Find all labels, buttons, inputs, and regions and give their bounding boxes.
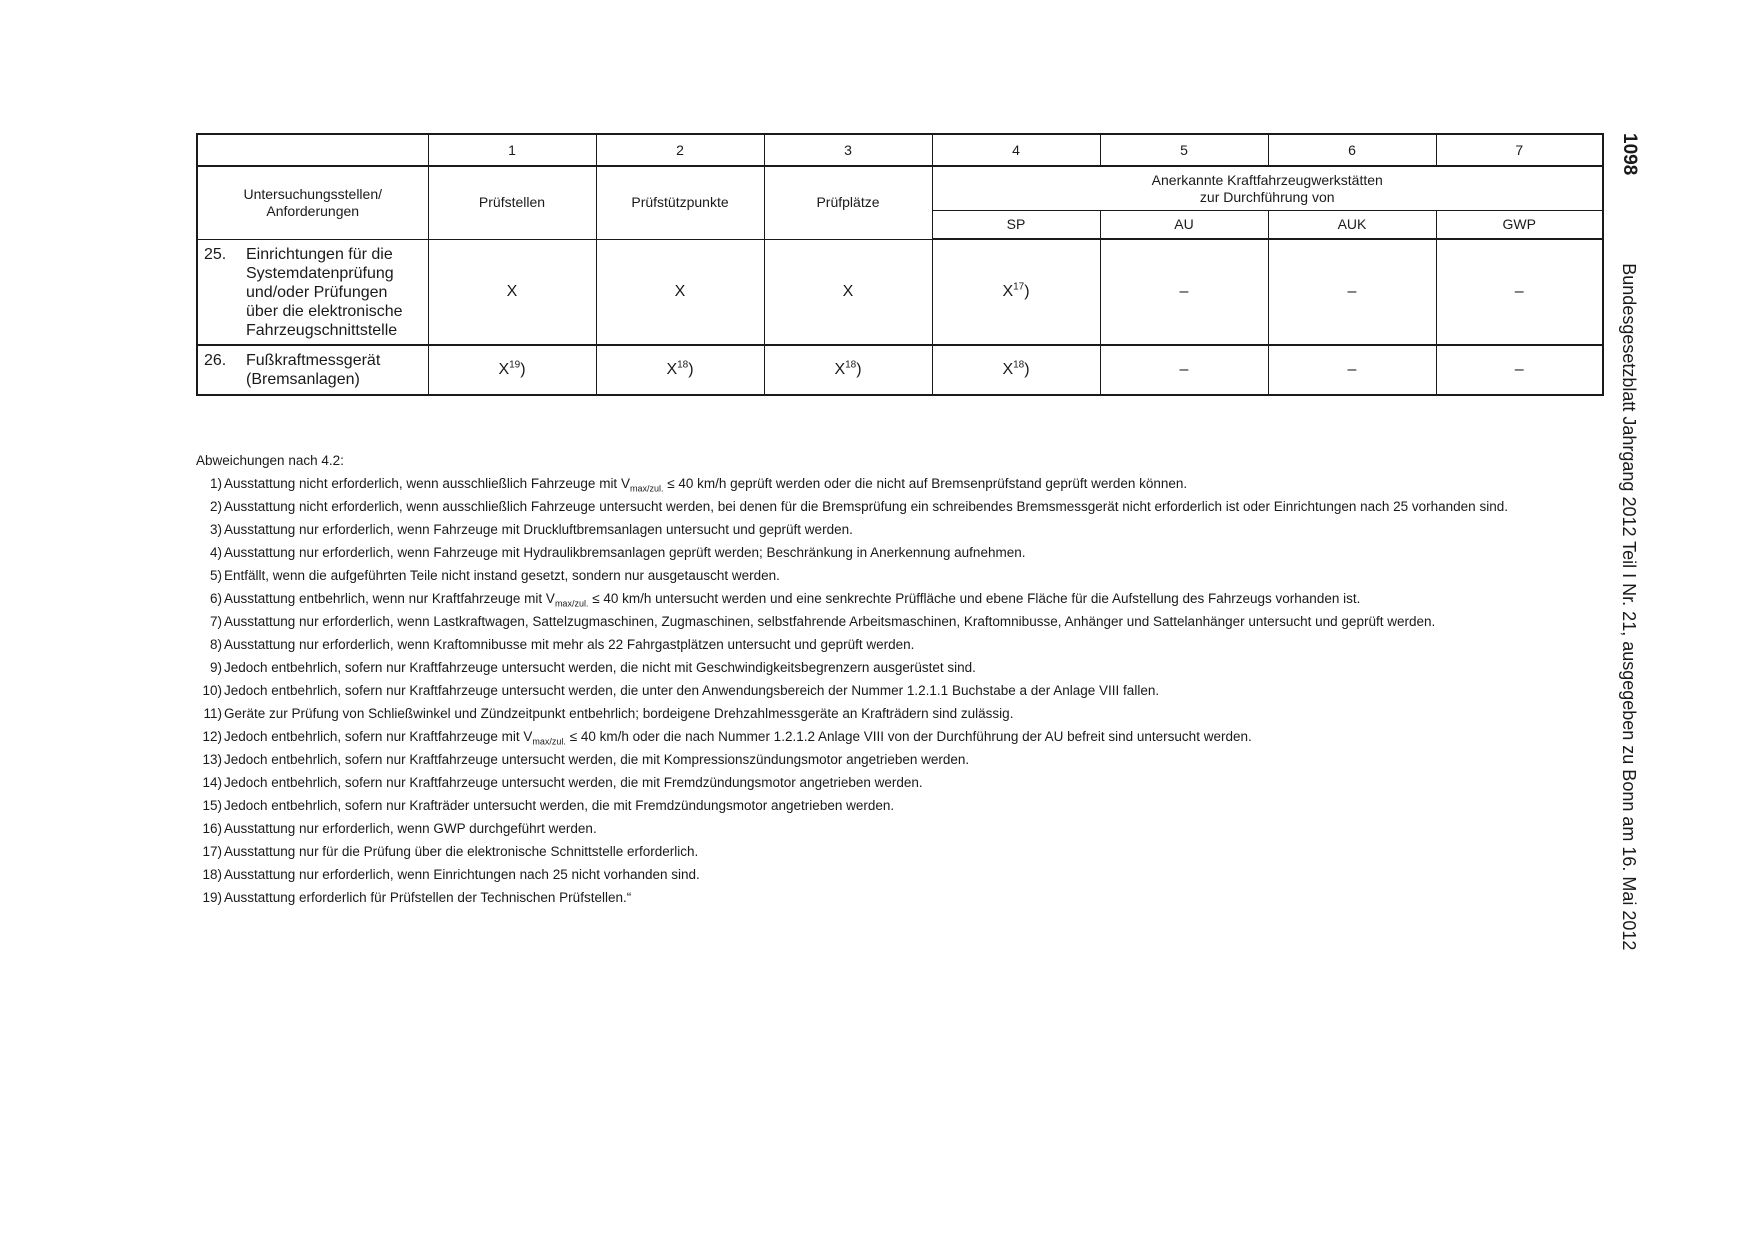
footnote-number: 10): [202, 683, 222, 698]
footnote-number: 12): [202, 729, 222, 744]
mark: X: [1002, 361, 1014, 378]
footnote-list: [196, 472, 1602, 909]
footnote-item: [196, 794, 1602, 817]
footnote-item: [196, 702, 1602, 725]
table-row: [197, 239, 1603, 345]
footnote-item: [196, 725, 1602, 748]
mark-cell: [1268, 239, 1436, 345]
footnote-number: 9): [209, 660, 222, 675]
footnote-text-part: Ausstattung nur erforderlich, wenn Einrichtungen nach 25 nicht vorhanden sind.: [224, 867, 700, 882]
footnote-subscript: max/zul.: [629, 483, 664, 494]
mark: X: [506, 282, 518, 300]
requirement-number: 26.: [204, 352, 227, 369]
footnote-item: [196, 886, 1602, 909]
footnote-text-part: Jedoch entbehrlich, sofern nur Kraftfahrzeuge untersucht werden, die nicht mit Geschwindigkeitsbegrenzern ausgerüstet sind.: [224, 660, 976, 675]
mark-cell: [1436, 239, 1603, 345]
footnote-text: [222, 564, 1602, 587]
footnote-text-part: Ausstattung nur erforderlich, wenn Lastkraftwagen, Sattelzugmaschinen, Zugmaschinen, selbstfahrende Arbeitsmaschinen, Kraftomnibusse, Anhänger und Sattelanhänger untersucht und geprüft werden.: [224, 614, 1436, 629]
workshops-header-line: Anerkannte Kraftfahrzeugwerkstätten: [1151, 171, 1383, 188]
footnote-item: [196, 610, 1602, 633]
footnote-item: [196, 817, 1602, 840]
footnote-number: 17): [202, 844, 222, 859]
subheader-au: AU: [1100, 211, 1268, 240]
footnote-text: [222, 771, 1602, 794]
footnote-text-part: Ausstattung erforderlich für Prüfstellen der Technischen Prüfstellen.“: [224, 890, 632, 905]
footnote-text: [222, 495, 1602, 518]
footnote-text: [222, 518, 1602, 541]
footnote-number: 6): [209, 591, 222, 606]
mark-cell: [1436, 345, 1603, 395]
requirement-text-line: Einrichtungen für die: [246, 245, 393, 263]
footnotes-heading: Abweichungen nach 4.2:: [196, 453, 344, 468]
footnote-text-part: Geräte zur Prüfung von Schließwinkel und Zündzeitpunkt entbehrlich; bordeigene Drehzahlmessgeräte an Krafträdern sind zulässig.: [224, 706, 1014, 721]
column-number: 2: [596, 134, 764, 166]
mark: X: [834, 361, 846, 378]
column-number: 1: [428, 134, 596, 166]
header-row: [197, 166, 1603, 211]
requirement-text-line: Fußkraftmessgerät: [246, 352, 381, 369]
corner-cell: [197, 134, 428, 166]
equipment-requirements-table: [196, 133, 1604, 396]
footnote-text-part: Ausstattung nicht erforderlich, wenn ausschließlich Fahrzeuge mit V: [224, 476, 630, 491]
mark-cell: [764, 345, 932, 395]
requirement-text-line: und/oder Prüfungen: [246, 283, 388, 301]
footnote-number: 18): [202, 867, 222, 882]
footnote-text-part: Ausstattung nur erforderlich, wenn Kraftomnibusse mit mehr als 22 Fahrgastplätzen untersucht und geprüft werden.: [224, 637, 915, 652]
requirements-header-line: Untersuchungsstellen/: [243, 185, 383, 202]
mark-cell: [428, 345, 596, 395]
footnote-text-part: Jedoch entbehrlich, sofern nur Krafträder untersucht werden, die mit Fremdzündungsmotor angetrieben werden.: [224, 798, 895, 813]
mark: –: [1179, 361, 1189, 378]
footnote-text-part: Jedoch entbehrlich, sofern nur Kraftfahrzeuge untersucht werden, die mit Fremdzündungsmotor angetrieben werden.: [224, 775, 923, 790]
footnote-number: 14): [202, 775, 222, 790]
footnote-text-part: Entfällt, wenn die aufgeführten Teile nicht instand gesetzt, sondern nur ausgetauscht werden.: [224, 568, 780, 583]
mark: –: [1179, 283, 1189, 300]
requirement-text-line: Fahrzeugschnittstelle: [246, 321, 398, 339]
footnote-text: [222, 748, 1602, 771]
mark: –: [1347, 283, 1357, 300]
footnote-number: 3): [209, 522, 222, 537]
footnote-item: [196, 518, 1602, 541]
footnote-text-part: Ausstattung entbehrlich, wenn nur Kraftfahrzeuge mit V: [224, 591, 555, 606]
workshops-header-line: zur Durchführung von: [1199, 188, 1335, 205]
mark-cell: [596, 239, 764, 345]
footnote-text: [222, 679, 1602, 702]
mark: –: [1514, 361, 1524, 378]
footnote-text: [222, 656, 1602, 679]
mark: X: [1002, 283, 1014, 300]
mark: X: [666, 361, 678, 378]
footnote-text-part: Ausstattung nur erforderlich, wenn Fahrzeuge mit Druckluftbremsanlagen untersucht und geprüft werden.: [224, 522, 853, 537]
footnote-number: 5): [209, 568, 222, 583]
footnote-ref: 19: [509, 359, 521, 371]
footnote-number: 7): [209, 614, 222, 629]
requirement-cell: [197, 345, 428, 395]
footnote-text: [222, 840, 1602, 863]
mark-cell: [596, 345, 764, 395]
footnote-paren: ): [688, 361, 694, 378]
footnote-number: 19): [202, 890, 222, 905]
footnote-item: [196, 771, 1602, 794]
footnote-paren: ): [856, 361, 862, 378]
column-number-row: [197, 134, 1603, 166]
footnote-number: 16): [202, 821, 222, 836]
footnote-text: [222, 886, 1602, 909]
footnote-ref: 17: [1013, 281, 1025, 293]
footnote-item: [196, 564, 1602, 587]
footnote-item: [196, 633, 1602, 656]
mark-cell: [1268, 345, 1436, 395]
mark-cell: [1100, 239, 1268, 345]
running-header: [1614, 133, 1644, 1133]
footnote-ref: 18: [677, 359, 689, 371]
journal-reference: Bundesgesetzblatt Jahrgang 2012 Teil I Nr. 21, ausgegeben zu Bonn am 16. Mai 2012: [1619, 263, 1640, 951]
requirement-text-line: Systemdatenprüfung: [246, 264, 394, 282]
mark-cell: [1100, 345, 1268, 395]
header-pruefstuetzpunkte: Prüfstützpunkte: [596, 166, 764, 239]
mark: –: [1514, 283, 1524, 300]
footnote-text: [222, 794, 1602, 817]
requirement-text-line: (Bremsanlagen): [246, 371, 360, 388]
footnote-number: 13): [202, 752, 222, 767]
footnote-text: [222, 863, 1602, 886]
mark-cell: [932, 345, 1100, 395]
mark: X: [842, 282, 854, 300]
column-number: 7: [1436, 134, 1603, 166]
footnote-paren: ): [1024, 361, 1030, 378]
footnote-number: 2): [209, 499, 222, 514]
footnote-text-part: Ausstattung nur erforderlich, wenn GWP durchgeführt werden.: [224, 821, 597, 836]
footnote-number: 8): [209, 637, 222, 652]
header-workshops: [932, 166, 1603, 211]
footnote-number: 15): [202, 798, 222, 813]
footnote-text-part: ≤ 40 km/h oder die nach Nummer 1.2.1.2 Anlage VIII von der Durchführung der AU befreit sind untersucht werden.: [565, 729, 1252, 744]
footnote-text-part: Ausstattung nur für die Prüfung über die elektronische Schnittstelle erforderlich.: [224, 844, 699, 859]
footnote-ref: 18: [1013, 359, 1025, 371]
footnote-text-part: Jedoch entbehrlich, sofern nur Kraftfahrzeuge mit V: [224, 729, 533, 744]
footnote-text: [222, 472, 1602, 495]
footnotes-section: [196, 449, 1602, 909]
footnote-item: [196, 679, 1602, 702]
column-number: 3: [764, 134, 932, 166]
footnote-item: [196, 472, 1602, 495]
requirements-header-line: Anforderungen: [266, 202, 360, 219]
footnote-item: [196, 840, 1602, 863]
column-number: 4: [932, 134, 1100, 166]
footnote-text-part: ≤ 40 km/h geprüft werden oder die nicht auf Bremsenprüfstand geprüft werden können.: [663, 476, 1188, 491]
footnote-text: [222, 817, 1602, 840]
mark-cell: [932, 239, 1100, 345]
footnote-item: [196, 656, 1602, 679]
requirement-cell: [197, 239, 428, 345]
footnote-text: [222, 541, 1602, 564]
footnote-number: 1): [209, 476, 222, 491]
header-pruefstellen: Prüfstellen: [428, 166, 596, 239]
footnote-subscript: max/zul.: [554, 598, 589, 609]
column-number: 5: [1100, 134, 1268, 166]
footnote-text-part: Ausstattung nicht erforderlich, wenn ausschließlich Fahrzeuge untersucht werden, bei denen für die Bremsprüfung ein schreibendes Bremsmessgerät nicht erforderlich ist oder Einrichtungen nach 25 vorhanden sind.: [224, 499, 1508, 514]
requirement-number: 25.: [204, 245, 227, 263]
mark: X: [498, 361, 510, 378]
mark: –: [1347, 361, 1357, 378]
subheader-gwp: GWP: [1436, 211, 1603, 240]
subheader-sp: SP: [932, 211, 1100, 240]
mark: X: [674, 282, 686, 300]
footnote-text-part: ≤ 40 km/h untersucht werden und eine senkrechte Prüffläche und ebene Fläche für die Aufstellung des Fahrzeugs vorhanden ist.: [588, 591, 1361, 606]
page-number: 1098: [1619, 133, 1640, 176]
footnote-item: [196, 748, 1602, 771]
footnote-paren: ): [1024, 283, 1030, 300]
footnote-text: [222, 702, 1602, 725]
requirement-text: [246, 351, 422, 389]
footnote-item: [196, 863, 1602, 886]
footnote-text-part: Jedoch entbehrlich, sofern nur Kraftfahrzeuge untersucht werden, die mit Kompressionszündungsmotor angetrieben werden.: [224, 752, 970, 767]
footnote-text: [222, 610, 1602, 633]
requirement-text: [246, 245, 422, 340]
footnote-item: [196, 587, 1602, 610]
footnote-number: 11): [203, 706, 222, 721]
column-number: 6: [1268, 134, 1436, 166]
footnote-text: [222, 633, 1602, 656]
footnote-paren: ): [520, 361, 526, 378]
footnote-ref: 18: [845, 359, 857, 371]
mark-cell: [428, 239, 596, 345]
footnote-text-part: Ausstattung nur erforderlich, wenn Fahrzeuge mit Hydraulikbremsanlagen geprüft werden; Beschränkung in Anerkennung aufnehmen.: [224, 545, 1026, 560]
footnote-number: 4): [209, 545, 222, 560]
mark-cell: [764, 239, 932, 345]
requirement-text-line: über die elektronische: [246, 302, 403, 320]
table-row: [197, 345, 1603, 395]
footnote-subscript: max/zul.: [532, 736, 566, 747]
footnote-text-part: Jedoch entbehrlich, sofern nur Kraftfahrzeuge untersucht werden, die unter den Anwendungsbereich der Nummer 1.2.1.1 Buchstabe a der Anlage VIII fallen.: [224, 683, 1160, 698]
subheader-auk: AUK: [1268, 211, 1436, 240]
requirements-header: [197, 166, 428, 239]
footnote-text: [222, 587, 1602, 610]
footnote-text: [222, 725, 1602, 748]
footnote-item: [196, 541, 1602, 564]
header-pruefplaetze: Prüfplätze: [764, 166, 932, 239]
footnote-item: [196, 495, 1602, 518]
